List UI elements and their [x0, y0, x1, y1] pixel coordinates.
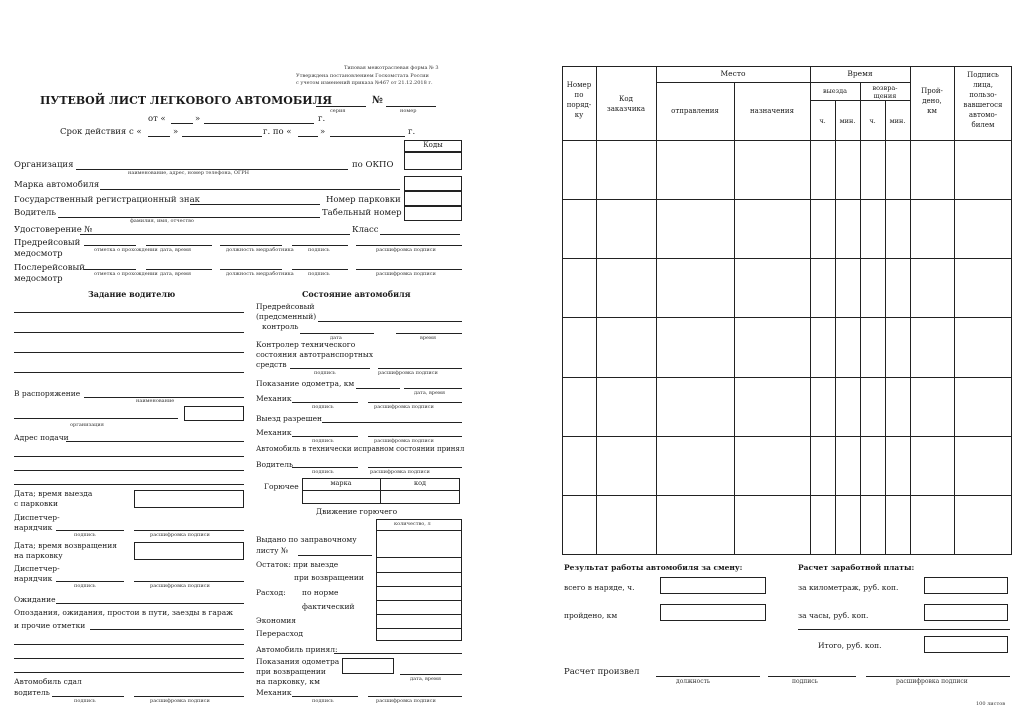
economy-label: Экономия	[256, 616, 297, 625]
hdr-place: Место	[720, 69, 746, 78]
handed-sign-hint: подпись	[74, 698, 96, 704]
pretrip-med-label-1: Предрейсовый	[14, 238, 81, 248]
car-ok-label: Автомобиль в технически исправном состоянии принял	[256, 445, 465, 453]
driver2-decode-hint: расшифровка подписи	[370, 469, 430, 475]
number-hint: номер	[400, 108, 417, 114]
table-row	[562, 199, 1012, 200]
posttrip-med-label-1: Послерейсовый	[14, 263, 85, 273]
series-hint: серия	[330, 108, 346, 114]
pretrip-hint-mark: отметка о прохождении	[94, 247, 158, 253]
posttrip-hint-position: должность медработника	[226, 271, 294, 277]
org-hint: наименование, адрес, номер телефона, ОГРН	[128, 170, 250, 176]
fuel-label: Горючее	[264, 482, 299, 491]
odometer-return-2: при возвращении	[256, 667, 326, 676]
pretrip-med-label-2: медосмотр	[14, 249, 63, 259]
car-brand-field[interactable]	[100, 189, 400, 190]
at-disposal-code-box[interactable]	[184, 406, 244, 421]
calc-decode-field[interactable]	[866, 676, 1010, 677]
pretrip-control-3: контроль	[262, 322, 299, 331]
total-in-order-label: всего в наряде, ч.	[564, 583, 635, 592]
car-handed-1: Автомобиль сдал	[14, 677, 82, 686]
calc-position-field[interactable]	[656, 676, 760, 677]
posttrip-hint-decode: расшифровка подписи	[376, 271, 436, 277]
overrun-label: Перерасход	[256, 629, 304, 638]
parking-label: Номер парковки	[326, 195, 401, 205]
dispatcher-decode-field[interactable]	[134, 530, 244, 531]
coupon-number-field[interactable]	[298, 555, 372, 556]
car-received-field[interactable]	[334, 653, 462, 654]
salary-heading: Расчет заработной платы:	[798, 563, 915, 572]
driver-task-heading: Задание водителю	[88, 289, 176, 299]
odometer-label: Показание одометра, км	[256, 379, 355, 388]
issued-coupon-2: листу №	[256, 546, 289, 555]
fuel-movement-heading: Движение горючего	[316, 507, 398, 516]
hdr-return-hours: ч.	[869, 117, 876, 125]
driver-label: Водитель	[14, 208, 57, 218]
pretrip-hint-sign: подпись	[308, 247, 330, 253]
total-box[interactable]	[924, 636, 1008, 653]
pretrip-mark-field[interactable]	[84, 245, 136, 246]
tech-controller-3: средств	[256, 360, 287, 369]
car-received-label: Автомобиль принял:	[256, 645, 338, 654]
per-hour-label: за часы, руб. коп.	[798, 611, 869, 620]
dispatcher2-2: нарядчик	[14, 574, 53, 583]
dispatcher2-sign-hint: подпись	[74, 583, 96, 589]
per-km-box[interactable]	[924, 577, 1008, 594]
controller-sign-field[interactable]	[290, 368, 370, 369]
pretrip-control-field[interactable]	[318, 321, 462, 322]
waiting-label: Ожидание	[14, 595, 56, 604]
dispatcher-2: нарядчик	[14, 523, 53, 532]
at-disposal-hint: наименование	[136, 398, 175, 404]
posttrip-hint-sign: подпись	[308, 271, 330, 277]
pretrip-control-1: Предрейсовый	[256, 302, 315, 311]
okpo-box[interactable]	[404, 152, 462, 170]
codes-label: Коды	[423, 141, 443, 149]
hdr-signature: Подпись лица, пользо- вавшегося автомо- билем	[963, 71, 1003, 129]
tab-number-box[interactable]	[404, 206, 462, 221]
odometer-field[interactable]	[356, 388, 400, 389]
delays-2: и прочие отметки	[14, 621, 86, 630]
number-sign: №	[372, 95, 383, 106]
mechanic2-sign-hint: подпись	[312, 438, 334, 444]
driver2-decode-field[interactable]	[368, 467, 462, 468]
waiting-field[interactable]	[56, 603, 244, 604]
sheets-count: 100 листов	[976, 701, 1006, 707]
control-time-field[interactable]	[396, 333, 462, 334]
odometer-return-3: на парковку, км	[256, 677, 320, 686]
year-suffix: г.	[318, 114, 326, 124]
fuel-brand-header: марка	[330, 479, 352, 487]
at-disposal-label: В распоряжение	[14, 389, 81, 398]
posttrip-mark-field[interactable]	[84, 269, 136, 270]
year-suffix-2: г.	[408, 127, 416, 137]
organization-label: Организация	[14, 160, 74, 170]
controller-decode-field[interactable]	[378, 368, 462, 369]
hdr-return: возвра- щения	[872, 84, 898, 100]
driver2-sign-field[interactable]	[292, 467, 358, 468]
odometer-datetime-field[interactable]	[404, 388, 462, 389]
posttrip-position-field[interactable]	[220, 269, 282, 270]
mechanic3-sign-hint: подпись	[312, 698, 334, 704]
exit-datetime-1: Дата; время выезда	[14, 489, 93, 498]
passed-km-label: пройдено, км	[564, 611, 618, 620]
handed-decode-hint: расшифровка подписи	[150, 698, 210, 704]
organization-field-2[interactable]	[14, 418, 178, 419]
on-return-label: при возвращении	[294, 573, 364, 582]
exit-datetime-2: с парковки	[14, 499, 58, 508]
reg-sign-label: Государственный регистрационный знак	[14, 195, 200, 205]
license-field[interactable]	[80, 234, 350, 235]
hdr-row-no: Номер по поряд- ку	[566, 81, 592, 119]
posttrip-hint-mark: отметка о прохождении	[94, 271, 158, 277]
mechanic3-sign-field[interactable]	[292, 696, 358, 697]
date-month-field[interactable]	[204, 123, 314, 124]
validity-to-day[interactable]	[298, 136, 318, 137]
tech-controller-2: состояния автотранспортных	[256, 350, 374, 359]
pretrip-sign-field[interactable]	[292, 245, 348, 246]
odometer-return-datetime[interactable]	[400, 674, 462, 675]
validity-from-month[interactable]	[182, 136, 262, 137]
posttrip-decode-field[interactable]	[356, 269, 462, 270]
mechanic2-decode-field[interactable]	[368, 436, 462, 437]
hdr-exit-minutes: мин.	[839, 117, 856, 125]
return-datetime-box[interactable]	[134, 542, 244, 560]
pretrip-decode-field[interactable]	[356, 245, 462, 246]
series-field[interactable]	[316, 106, 366, 107]
table-row	[562, 436, 1012, 437]
mechanic2-label: Механик	[256, 428, 292, 437]
dispatcher-1: Диспетчер-	[14, 513, 60, 522]
mechanic3-label: Механик	[256, 688, 292, 697]
license-label: Удостоверение №	[14, 225, 93, 235]
exit-datetime-box[interactable]	[134, 490, 244, 508]
posttrip-med-label-2: медосмотр	[14, 274, 63, 284]
fuel-code-header: код	[414, 479, 426, 487]
actual-label: фактический	[302, 602, 355, 611]
per-hour-box[interactable]	[924, 604, 1008, 621]
mechanic-decode-hint: расшифровка подписи	[374, 404, 434, 410]
hdr-customer-code: Код заказчика	[606, 95, 646, 113]
dispatcher2-decode-field[interactable]	[134, 581, 244, 582]
passed-km-box[interactable]	[660, 604, 766, 621]
driver2-sign-hint: подпись	[312, 469, 334, 475]
form-note-3: с учетом изменений приказа №467 от 21.12.2018 г.	[296, 80, 433, 86]
pretrip-hint-date: дата, время	[160, 247, 192, 253]
issued-coupon-1: Выдано по заправочному	[256, 535, 357, 544]
fuel-qty-header: количество, л	[394, 521, 431, 527]
validity-label: Срок действия с «	[60, 127, 142, 137]
calc-position-hint: должность	[676, 678, 711, 685]
exit-allowed-field[interactable]	[322, 422, 462, 423]
hdr-passed: Прой- дено, км	[921, 87, 943, 115]
control-date-field[interactable]	[300, 333, 374, 334]
table-row	[562, 317, 1012, 318]
hdr-departure: отправления	[671, 107, 719, 115]
pretrip-hint-decode: расшифровка подписи	[376, 247, 436, 253]
table-row	[562, 258, 1012, 259]
page-gutter	[478, 0, 548, 722]
car-state-heading: Состояние автомобиля	[302, 289, 411, 299]
hdr-destination: назначения	[749, 107, 794, 115]
pretrip-control-2: (предсменный)	[256, 312, 317, 321]
hdr-time: Время	[847, 69, 873, 78]
waybill-back-page	[548, 0, 1024, 722]
parking-box[interactable]	[404, 191, 462, 206]
okpo-label: по ОКПО	[352, 160, 394, 170]
result-heading: Результат работы автомобиля за смену:	[564, 563, 743, 572]
table-row	[562, 377, 1012, 378]
car-handed-2: водитель	[14, 688, 50, 697]
tech-controller-1: Контролер технического	[256, 340, 356, 349]
dispatcher2-1: Диспетчер-	[14, 564, 60, 573]
address-field[interactable]	[66, 441, 244, 442]
hdr-exit-hours: ч.	[819, 117, 826, 125]
odometer-datetime-hint: дата, время	[414, 390, 446, 396]
consumption-label: Расход:	[256, 588, 286, 597]
class-label: Класс	[352, 225, 379, 235]
control-time-hint: время	[420, 335, 437, 341]
calc-sign-hint: подпись	[792, 678, 818, 685]
dispatcher2-sign-field[interactable]	[56, 581, 124, 582]
control-date-hint: дата	[330, 335, 342, 341]
odometer-return-1: Показания одометра	[256, 657, 340, 666]
handed-decode-field[interactable]	[134, 696, 244, 697]
table-row	[562, 495, 1012, 496]
hdr-exit: выезда	[822, 87, 848, 95]
dispatcher-sign-hint: подпись	[74, 532, 96, 538]
validity-to-month[interactable]	[330, 136, 405, 137]
dispatcher-sign-field[interactable]	[56, 530, 124, 531]
driver2-label: Водитель	[256, 460, 294, 469]
pretrip-position-field[interactable]	[220, 245, 282, 246]
calculated-by-label: Расчет произвел	[564, 667, 640, 677]
validity-to-label: г. по «	[263, 127, 292, 137]
brand-code-box[interactable]	[404, 176, 462, 191]
mechanic3-decode-hint: расшифровка подписи	[376, 698, 436, 704]
date-day-field[interactable]	[171, 123, 193, 124]
dispatcher2-decode-hint: расшифровка подписи	[150, 583, 210, 589]
hdr-return-minutes: мин.	[889, 117, 906, 125]
posttrip-hint-date: дата, время	[160, 271, 192, 277]
odometer-return-box[interactable]	[342, 658, 394, 674]
waybill-front-page: Типовая межотраслевая форма № 3 Утверждена постановлением Госкомстата России с учетом изменений приказа №467 от 21.12.2018 г. ПУТЕВОЙ ЛИСТ ЛЕГКОВОГО АВТОМОБИЛЯ № серия номер от « » г. Срок действия с « » г. по « » г. Коды Организация наименование, адрес, номер телефона, ОГРН по ОКПО Марка автомобиля Государственный регистрационный знак Номер парковки Водитель фамилия, имя, отчество Табельный номер Удостоверение № Класс Предрейсовый медосмотр отметка о прохождении дата, время должность медработника подпись расшифровка подписи Послерейсовый медосмотр отметка о прохождении дата, время должность медработника подпись расшифровка подписи Задание водителю Состояние автомобиля Предрейсовый (предсменный) контроль дата время Контролер технического состояния автотранспортных средств подпись расшифровка подписи Показание одометра, км дата, время Механик подпись расшифровка подписи Выезд разрешен Механик подпись расшифровка подписи Автомобиль в технически исправном состоянии принял Водитель подпись расшифровка подписи Горючее марка код Движение горючего количество, л Выдано по заправочному листу № Остаток: при выезде при возвращении Расход: по норме фактический Экономия Перерасход Автомобиль принял: Показания одометра при возвращении на парковку, км дата, время Механик подпись расшифровка подписи В распоряжение наименование организация Адрес подачи Дата; время выезда с парковки Диспетчер- нарядчик подпись расшифровка подписи Дата; время возвращения на парковку Диспетчер- нарядчик подпись расшифровка подписи Ожидание Опоздания, ожидания, простои в пути, заезды в гараж и прочие отметки Автомобиль сдал водитель подпись расшифровка подписи	[0, 0, 478, 722]
fuel-qty-column	[376, 519, 462, 641]
mechanic-decode-field[interactable]	[368, 402, 462, 403]
calc-decode-hint: расшифровка подписи	[896, 678, 968, 685]
mechanic2-sign-field[interactable]	[292, 436, 358, 437]
form-title: ПУТЕВОЙ ЛИСТ ЛЕГКОВОГО АВТОМОБИЛЯ	[40, 94, 333, 107]
calc-sign-field[interactable]	[768, 676, 856, 677]
delays-1: Опоздания, ожидания, простои в пути, заезды в гараж	[14, 608, 234, 617]
mechanic2-decode-hint: расшифровка подписи	[374, 438, 434, 444]
dispatcher-decode-hint: расшифровка подписи	[150, 532, 210, 538]
return-datetime-2: на парковку	[14, 551, 63, 560]
mechanic-sign-field[interactable]	[292, 402, 358, 403]
per-km-label: за километраж, руб. коп.	[798, 583, 899, 592]
pretrip-hint-position: должность медработника	[226, 247, 294, 253]
form-note-1: Типовая межотраслевая форма № 3	[344, 65, 439, 71]
posttrip-sign-field[interactable]	[292, 269, 348, 270]
date-from-label: от «	[148, 114, 166, 124]
mechanic3-decode-field[interactable]	[368, 696, 462, 697]
by-norm-label: по норме	[302, 588, 339, 597]
tab-number-label: Табельный номер	[322, 208, 402, 218]
controller-decode-hint: расшифровка подписи	[378, 370, 438, 376]
handed-sign-field[interactable]	[52, 696, 124, 697]
number-field[interactable]	[386, 106, 436, 107]
address-label: Адрес подачи	[14, 433, 69, 442]
remainder-label: Остаток: при выезде	[256, 560, 339, 569]
odometer-return-hint: дата, время	[410, 676, 442, 682]
class-field[interactable]	[380, 234, 460, 235]
controller-sign-hint: подпись	[314, 370, 336, 376]
delays-field[interactable]	[90, 629, 244, 630]
driver-hint: фамилия, имя, отчество	[130, 218, 194, 224]
car-brand-label: Марка автомобиля	[14, 180, 100, 190]
total-label: Итого, руб. коп.	[818, 641, 882, 650]
validity-from-day[interactable]	[148, 136, 170, 137]
posttrip-date-field[interactable]	[146, 269, 212, 270]
total-in-order-box[interactable]	[660, 577, 766, 594]
exit-allowed-label: Выезд разрешен	[256, 414, 323, 423]
return-datetime-1: Дата; время возвращения	[14, 541, 117, 550]
pretrip-date-field[interactable]	[146, 245, 212, 246]
reg-sign-field[interactable]	[190, 204, 320, 205]
org-hint-2: организация	[70, 422, 104, 428]
form-note-2: Утверждена постановлением Госкомстата России	[296, 73, 429, 79]
mechanic-sign-hint: подпись	[312, 404, 334, 410]
mechanic-label: Механик	[256, 394, 292, 403]
